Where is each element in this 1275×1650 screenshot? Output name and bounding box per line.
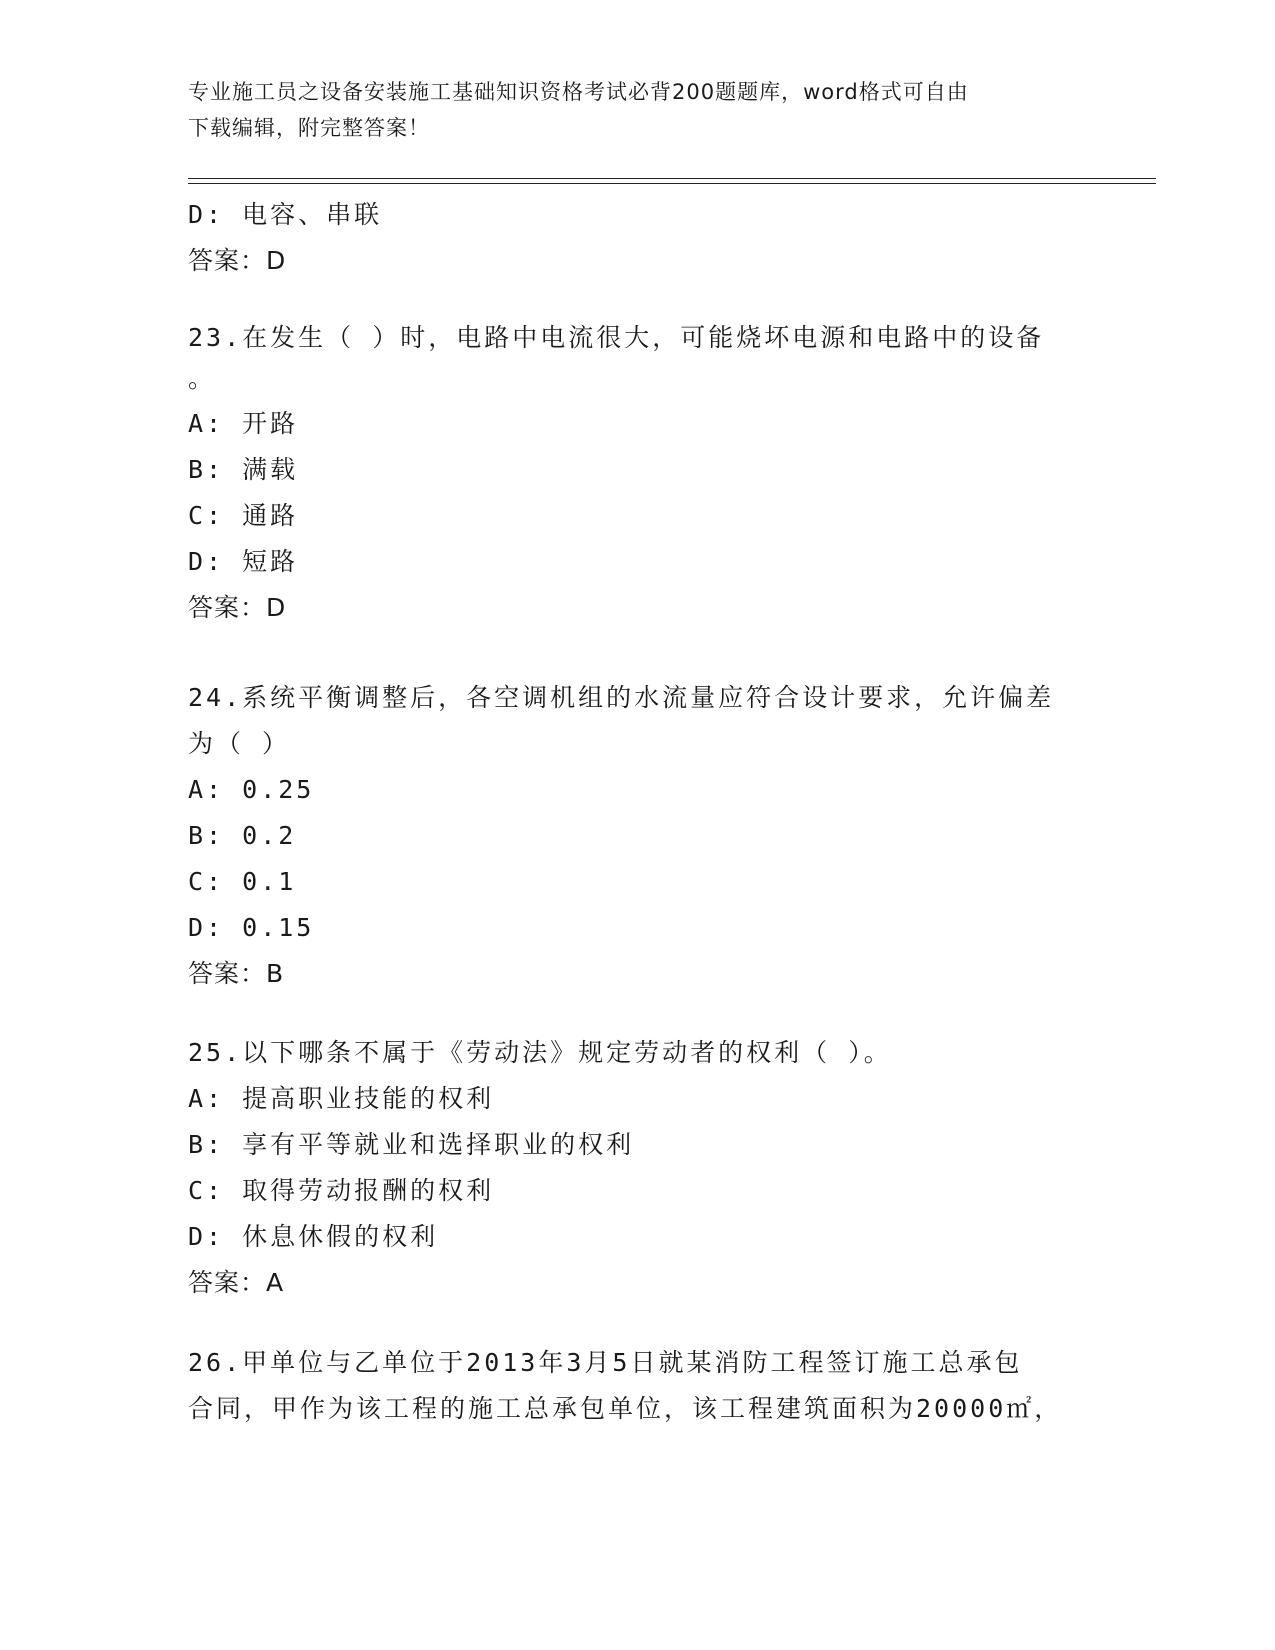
header-rule-bottom xyxy=(188,183,1156,184)
option-d: D: 电容、串联 xyxy=(188,200,383,229)
option-c: C: 通路 xyxy=(188,501,299,530)
option-a: A: 提高职业技能的权利 xyxy=(188,1084,495,1113)
answer: 答案：B xyxy=(188,959,285,988)
header-line-1: 专业施工员之设备安装施工基础知识资格考试必背200题题库，word格式可自由 xyxy=(188,80,969,104)
question-text-line-2: 。 xyxy=(188,364,217,393)
option-b: B: 满载 xyxy=(188,455,299,484)
question-text-line-1: 24.系统平衡调整后，各空调机组的水流量应符合设计要求，允许偏差 xyxy=(188,683,1055,712)
option-c: C: 取得劳动报酬的权利 xyxy=(188,1176,495,1205)
page-header xyxy=(188,74,1088,146)
option-d: D: 0.15 xyxy=(188,913,315,942)
option-d: D: 短路 xyxy=(188,547,299,576)
answer: 答案：D xyxy=(188,593,287,622)
question-text-line-1: 26.甲单位与乙单位于2013年3月5日就某消防工程签订施工总承包 xyxy=(188,1348,1023,1377)
option-a: A: 开路 xyxy=(188,409,299,438)
header-line-2: 下载编辑，附完整答案！ xyxy=(188,116,430,140)
question-22-tail xyxy=(188,192,1088,284)
question-text-line-1: 25.以下哪条不属于《劳动法》规定劳动者的权利（ ）。 xyxy=(188,1038,892,1067)
answer: 答案：D xyxy=(188,246,287,275)
question-text-line-2: 合同，甲作为该工程的施工总承包单位，该工程建筑面积为20000㎡， xyxy=(188,1394,1063,1423)
header-rule-top xyxy=(188,178,1156,179)
option-b: B: 享有平等就业和选择职业的权利 xyxy=(188,1130,635,1159)
question-text-line-1: 23.在发生（ ）时，电路中电流很大，可能烧坏电源和电路中的设备 xyxy=(188,323,1045,352)
option-d: D: 休息休假的权利 xyxy=(188,1222,439,1251)
question-text-line-2: 为（ ） xyxy=(188,729,291,758)
answer: 答案：A xyxy=(188,1268,285,1297)
question-25 xyxy=(188,1030,1088,1306)
option-a: A: 0.25 xyxy=(188,775,315,804)
question-26 xyxy=(188,1340,1088,1432)
question-24 xyxy=(188,675,1088,997)
option-b: B: 0.2 xyxy=(188,821,297,850)
option-c: C: 0.1 xyxy=(188,867,297,896)
question-23 xyxy=(188,315,1088,631)
